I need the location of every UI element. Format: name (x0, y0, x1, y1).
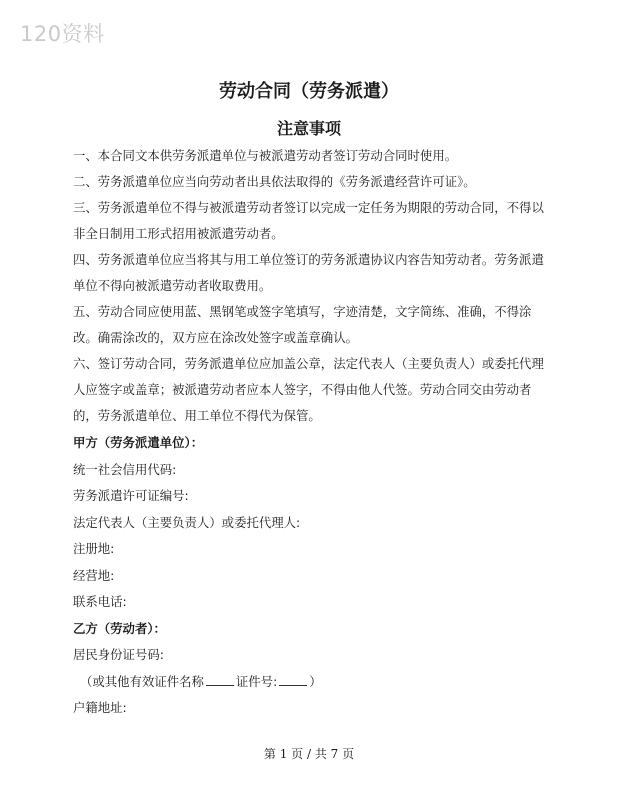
party-b-heading: 乙方（劳动者）： (73, 620, 166, 636)
phone-field: 联系电话: (73, 594, 127, 609)
document-title: 劳动合同（劳务派遣） (219, 81, 399, 102)
blank-line (206, 673, 234, 686)
note-item: 一、本合同文本供劳务派遣单位与被派遣劳动者签订劳动合同时使用。 (73, 148, 458, 163)
credit-code-field: 统一社会信用代码: (73, 461, 177, 477)
notes-section (73, 143, 553, 429)
id-number-field: 居民身份证号码: (73, 647, 164, 662)
page-footer: 第 1 页 / 共 7 页 (263, 747, 355, 761)
note-item: 三、劳务派遣单位不得与被派遣劳动者签订以完成一定任务为期限的劳动合同，不得以非全日制用工形式招用被派遣劳动者。 (73, 200, 544, 241)
blank-line (279, 673, 307, 686)
note-item: 六、签订劳动合同，劳务派遣单位应加盖公章，法定代表人（主要负责人）或委托代理人应签字或盖章；被派遣劳动者应本人签字，不得由他人代签。劳动合同交由劳动者的，劳务派遣单位、用工单位不得代为保管。 (73, 356, 544, 423)
note-item: 二、劳务派遣单位应当向劳动者出具依法取得的《劳务派遣经营许可证》。 (73, 174, 476, 189)
business-address-field: 经营地: (73, 567, 115, 583)
party-a-heading: 甲方（劳务派遣单位）： (73, 435, 204, 450)
other-id-field (73, 669, 553, 696)
other-id-suffix: ） (309, 673, 322, 689)
section-subtitle: 注意事项 (276, 119, 341, 138)
watermark-logo: 120资料 (20, 22, 105, 46)
registered-address-field: 注册地: (73, 541, 115, 556)
dispatch-license-field: 劳务派遣许可证编号: (73, 488, 189, 503)
other-id-prefix: （或其他有效证件名称 (80, 673, 204, 689)
note-item: 五、劳动合同应使用蓝、黑钢笔或签字笔填写，字迹清楚，文字简练、准确，不得涂改。确需涂改的，双方应在涂改处签字或盖章确认。 (73, 304, 532, 345)
note-item: 四、劳务派遣单位应当将其与用工单位签订的劳务派遣协议内容告知劳动者。劳务派遣单位不得向被派遣劳动者收取费用。 (73, 252, 544, 293)
household-address-field: 户籍地址: (73, 700, 127, 715)
other-id-middle: 证件号: (235, 673, 278, 689)
legal-representative-field: 法定代表人（主要负责人）或委托代理人: (73, 514, 301, 530)
parties-section (73, 430, 553, 722)
